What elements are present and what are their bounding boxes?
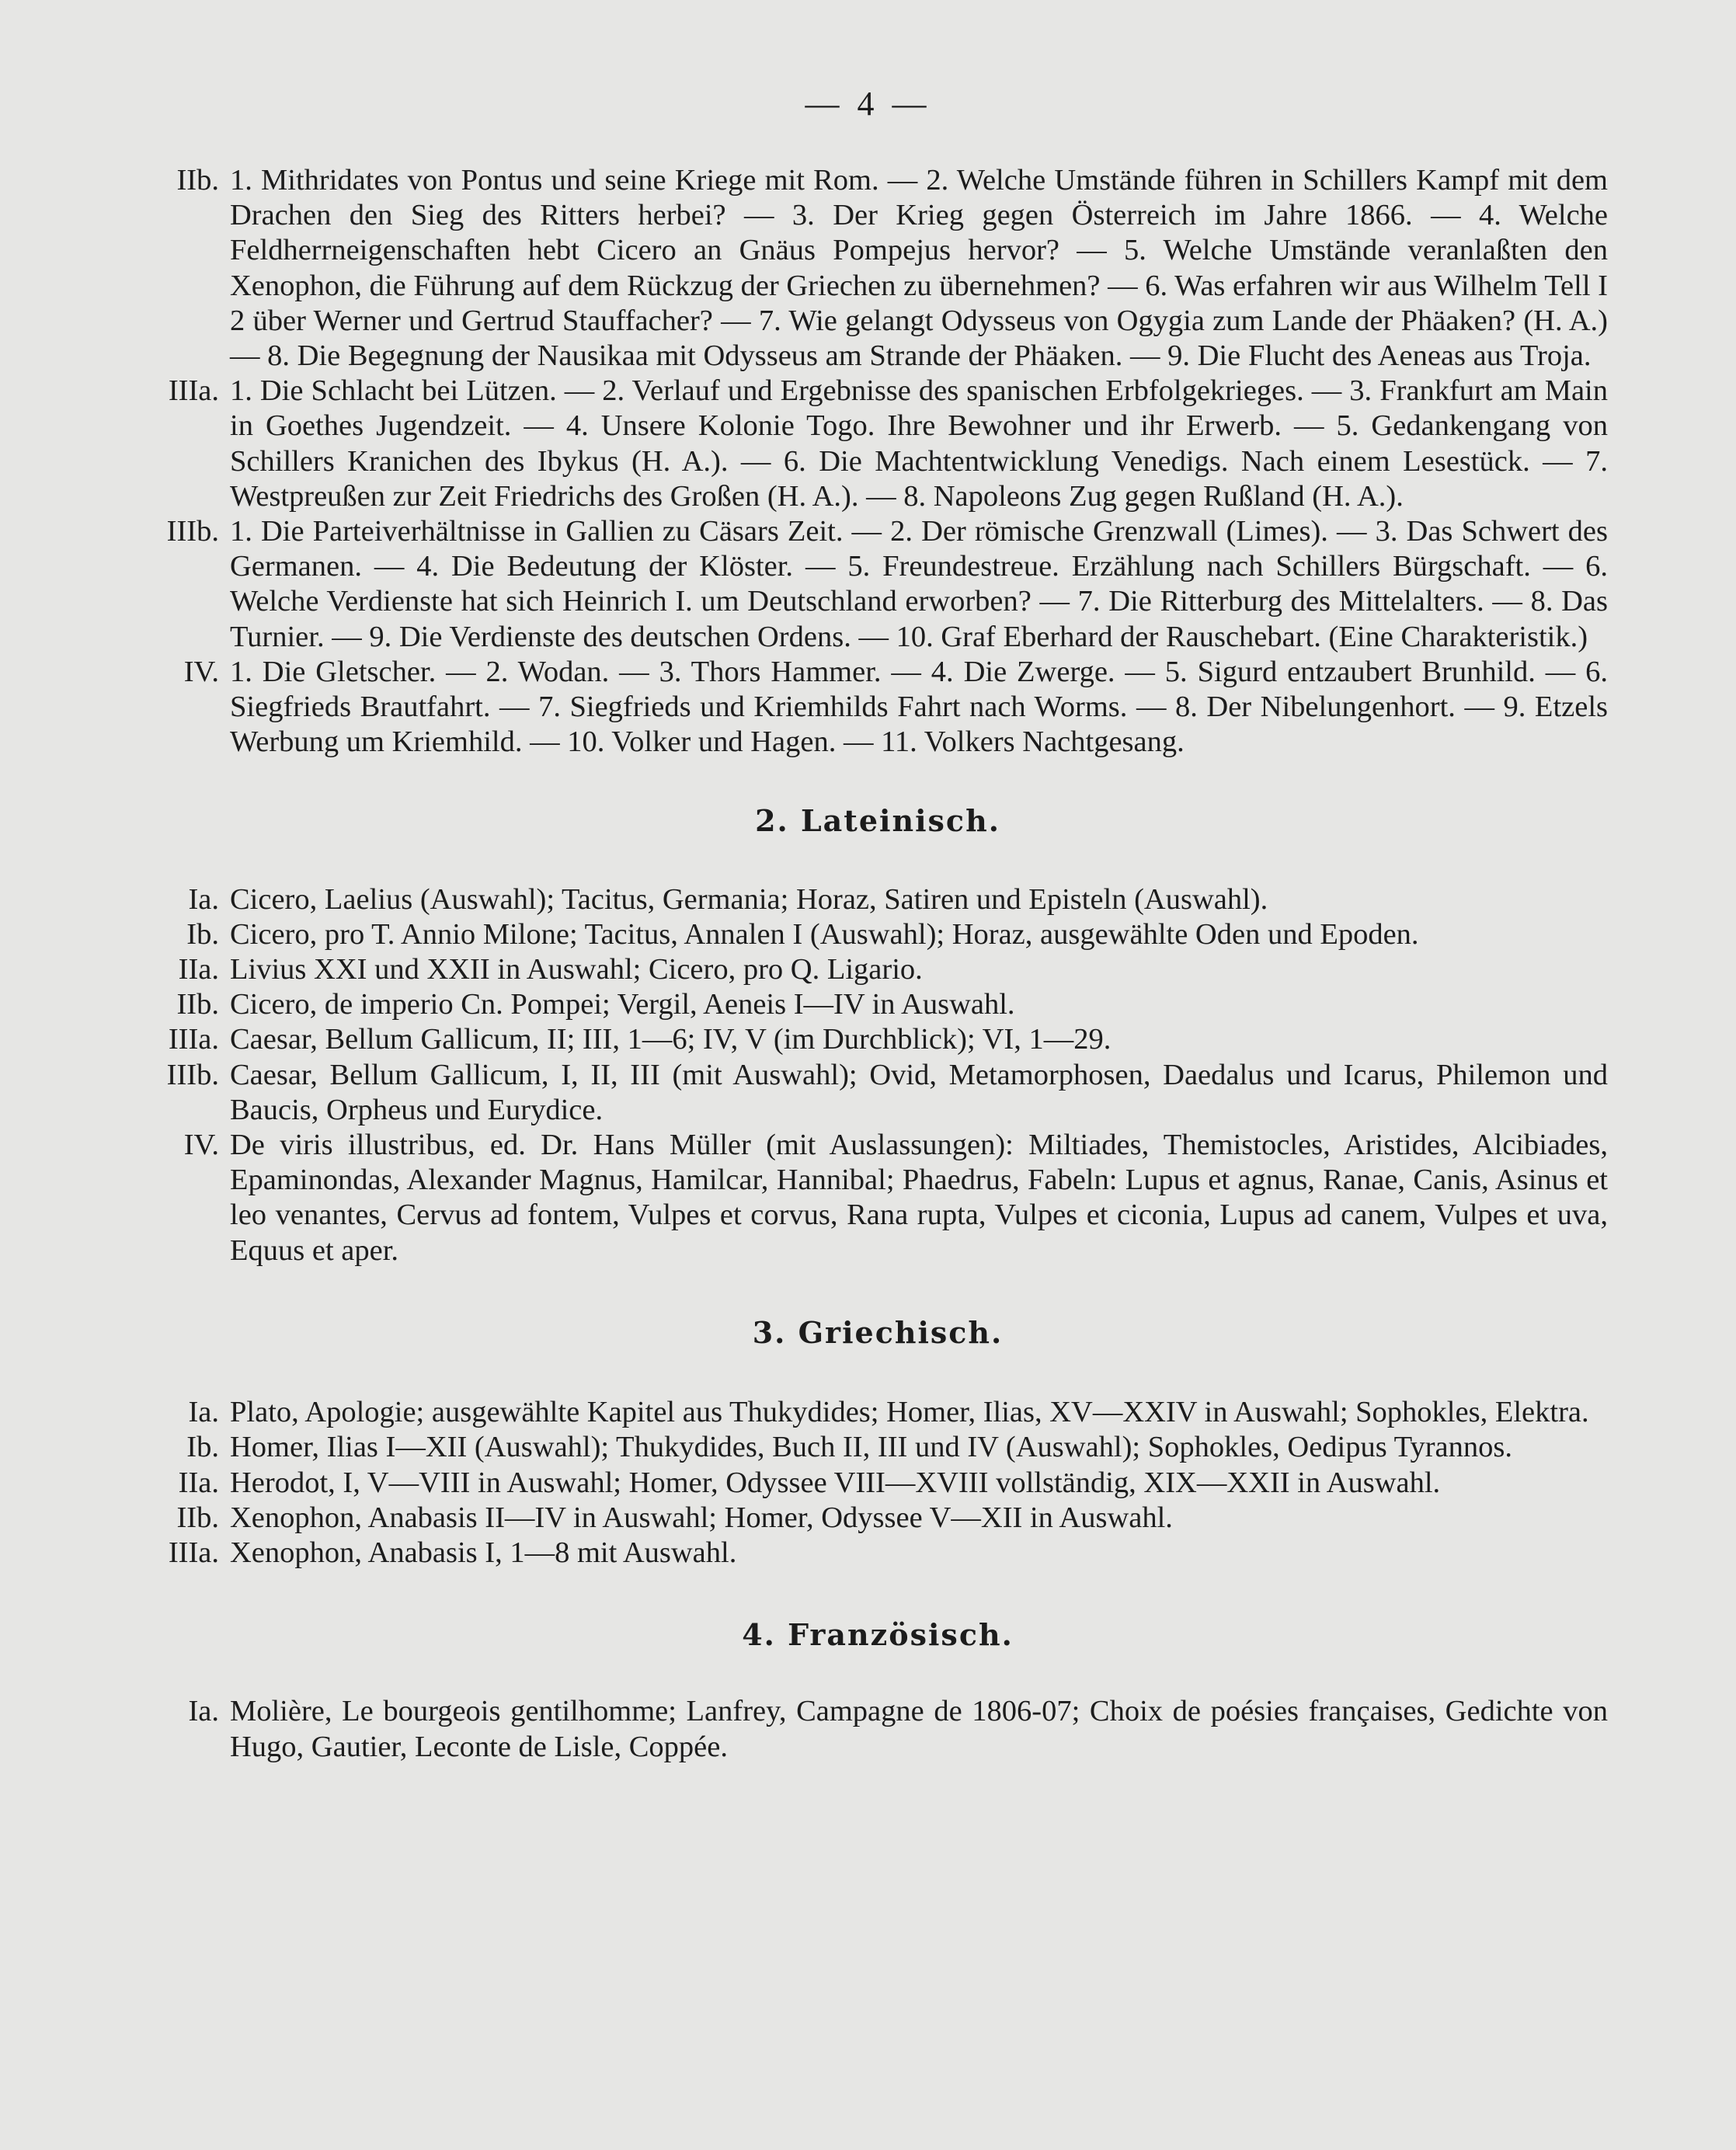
entry — [148, 655, 1608, 760]
entry-text: Cicero, de imperio Cn. Pompei; Vergil, Aeneis I—IV in Auswahl. — [230, 988, 1015, 1021]
entry — [148, 882, 1608, 917]
entry-text: 1. Die Schlacht bei Lützen. — 2. Verlauf und Ergebnisse des spanischen Erbfolgekrieges. — 3. Frankfurt am Main in Goethes Jugendzeit. — 4. Unsere Kolonie Togo. Ihre Bewohner und ihr Erwerb. — 5. Gedankengang von Schillers Kranichen des Ibykus (H. A.). — 6. Die Machtentwicklung Venedigs. Nach einem Lesestück. — 7. Westpreußen zur Zeit Friedrichs des Großen (H. A.). — 8. Napoleons Zug gegen Rußland (H. A.). — [230, 374, 1608, 513]
class-label: Ia. — [188, 882, 219, 916]
class-label: IV. — [183, 655, 219, 688]
entry-text: Caesar, Bellum Gallicum, I, II, III (mit Auswahl); Ovid, Metamorphosen, Daedalus und Icarus, Philemon und Baucis, Orpheus und Eurydice. — [230, 1058, 1608, 1126]
entry — [148, 163, 1608, 374]
class-label: IIIa. — [168, 374, 219, 408]
document-body — [148, 163, 1608, 1765]
entry-text: 1. Die Parteiverhältnisse in Gallien zu Cäsars Zeit. — 2. Der römische Grenzwall (Limes). — 3. Das Schwert des Germanen. — 4. Die Bedeutung der Klöster. — 5. Freundestreue. Erzählung nach Schillers Bürgschaft. — 6. Welche Verdienste hat sich Heinrich I. um Deutschland erworben? — 7. Die Ritterburg des Mittelalters. — 8. Das Turnier. — 9. Die Verdienste des deutschen Ordens. — 10. Graf Eberhard der Rauschebart. (Eine Charakteristik.) — [230, 515, 1608, 653]
entry — [148, 514, 1608, 655]
class-label: IIIa. — [168, 1023, 219, 1056]
class-label: Ia. — [188, 1396, 219, 1429]
entry — [148, 1466, 1608, 1501]
entry — [148, 1430, 1608, 1465]
class-label: IIb. — [176, 1501, 219, 1534]
class-label: IIa. — [178, 953, 219, 986]
section-latin — [148, 882, 1608, 1268]
entry-text: Caesar, Bellum Gallicum, II; III, 1—6; IV, V (im Durchblick); VI, 1—29. — [230, 1023, 1112, 1056]
class-label: IIIb. — [166, 1058, 219, 1091]
entry-text: Xenophon, Anabasis I, 1—8 mit Auswahl. — [230, 1536, 737, 1569]
section-essay-topics — [148, 163, 1608, 760]
entry-text: Homer, Ilias I—XII (Auswahl); Thukydides, Buch II, III und IV (Auswahl); Sophokles, Oedipus Tyrannos. — [230, 1431, 1513, 1464]
entry — [148, 1536, 1608, 1571]
entry — [148, 1395, 1608, 1430]
entry — [148, 374, 1608, 514]
entry — [148, 1128, 1608, 1268]
entry-text: Xenophon, Anabasis II—IV in Auswahl; Homer, Odyssee V—XII in Auswahl. — [230, 1501, 1173, 1534]
class-label: Ia. — [188, 1695, 219, 1728]
section-heading-latin: 2. Lateinisch. — [755, 803, 1000, 839]
entry — [148, 1694, 1608, 1764]
entry-text: Livius XXI und XXII in Auswahl; Cicero, pro Q. Ligario. — [230, 953, 923, 986]
entry-text: 1. Die Gletscher. — 2. Wodan. — 3. Thors Hammer. — 4. Die Zwerge. — 5. Sigurd entzaubert Brunhild. — 6. Siegfrieds Brautfahrt. — 7. Siegfrieds und Kriemhilds Fahrt nach Worms. — 8. Der Nibelungenhort. — 9. Etzels Werbung um Kriemhild. — 10. Volker und Hagen. — 11. Volkers Nachtgesang. — [230, 655, 1608, 759]
entry — [148, 1058, 1608, 1128]
entry-text: Cicero, Laelius (Auswahl); Tacitus, Germania; Horaz, Satiren und Episteln (Auswahl). — [230, 882, 1268, 916]
class-label: Ib. — [186, 1431, 219, 1464]
class-label: IIb. — [176, 164, 219, 197]
entry — [148, 917, 1608, 952]
entry-text: Molière, Le bourgeois gentilhomme; Lanfrey, Campagne de 1806-07; Choix de poésies françaises, Gedichte von Hugo, Gautier, Leconte de Lisle, Coppée. — [230, 1695, 1608, 1763]
entry-text: De viris illustribus, ed. Dr. Hans Müller (mit Auslassungen): Miltiades, Themistocles, Aristides, Alcibiades, Epaminondas, Alexander Magnus, Hamilcar, Hannibal; Phaedrus, Fabeln: Lupus et agnus, Ranae, Canis, Asinus et leo venantes, Cervus ad fontem, Vulpes et corvus, Rana rupta, Vulpes et ciconia, Lupus ad canem, Vulpes et uva, Equus et aper. — [230, 1129, 1608, 1267]
section-french — [148, 1694, 1608, 1764]
entry — [148, 952, 1608, 987]
section-greek — [148, 1395, 1608, 1571]
section-heading-greek: 3. Griechisch. — [752, 1314, 1004, 1350]
entry-text: Herodot, I, V—VIII in Auswahl; Homer, Odyssee VIII—XVIII vollständig, XIX—XXII in Auswahl. — [230, 1466, 1441, 1499]
entry — [148, 1501, 1608, 1536]
entry-text: Plato, Apologie; ausgewählte Kapitel aus Thukydides; Homer, Ilias, XV—XXIV in Auswahl; Sophokles, Elektra. — [230, 1396, 1589, 1429]
section-heading-french: 4. Französisch. — [742, 1617, 1014, 1653]
entry-text: 1. Mithridates von Pontus und seine Kriege mit Rom. — 2. Welche Umstände führen in Schillers Kampf mit dem Drachen den Sieg des Ritters herbei? — 3. Der Krieg gegen Österreich im Jahre 1866. — 4. Welche Feldherrneigenschaften hebt Cicero an Gnäus Pompejus hervor? — 5. Welche Umstände veranlaßten den Xenophon, die Führung auf dem Rückzug der Griechen zu übernehmen? — 6. Was erfahren wir aus Wilhelm Tell I 2 über Werner und Gertrud Stauffacher? — 7. Wie gelangt Odysseus von Ogygia zum Lande der Phäaken? (H. A.) — 8. Die Begegnung der Nausikaa mit Odysseus am Strande der Phäaken. — 9. Die Flucht des Aeneas aus Troja. — [230, 164, 1608, 373]
class-label: IIb. — [176, 988, 219, 1021]
class-label: IIIa. — [168, 1536, 219, 1569]
class-label: IIIb. — [166, 515, 219, 548]
class-label: Ib. — [186, 917, 219, 951]
entry — [148, 987, 1608, 1022]
class-label: IV. — [183, 1129, 219, 1162]
class-label: IIa. — [178, 1466, 219, 1499]
entry-text: Cicero, pro T. Annio Milone; Tacitus, Annalen I (Auswahl); Horaz, ausgewählte Oden und Epoden. — [230, 917, 1419, 951]
entry — [148, 1022, 1608, 1057]
page-number: — 4 — — [805, 85, 931, 123]
